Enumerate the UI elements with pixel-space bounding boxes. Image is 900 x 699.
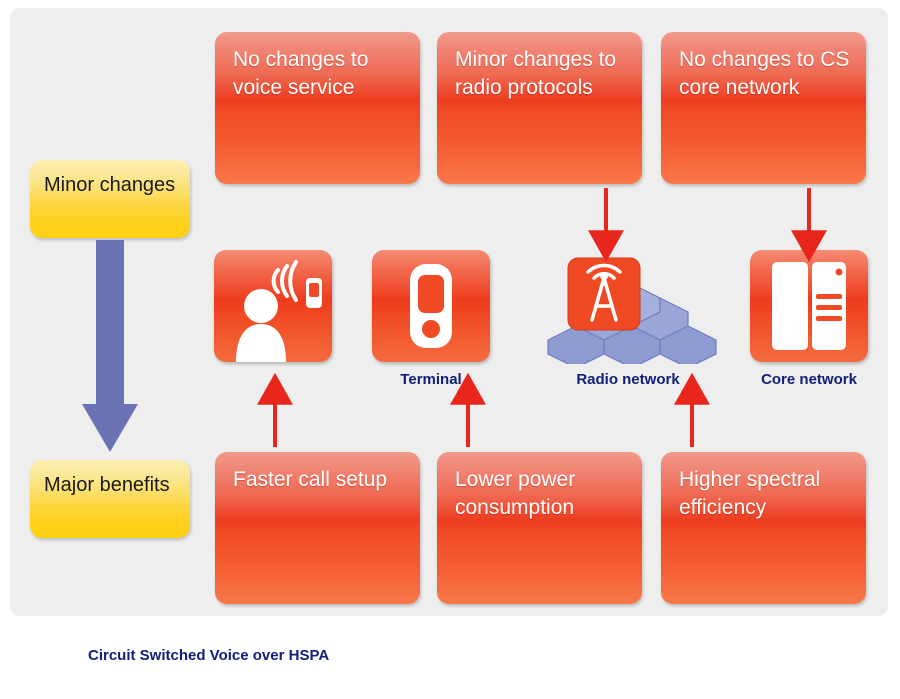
label-minor-changes[interactable] bbox=[30, 160, 190, 238]
caption-core-network: Core network bbox=[761, 371, 857, 388]
label-text: Minor changes bbox=[44, 174, 176, 196]
box-text: No changes to voice service bbox=[233, 48, 369, 100]
box-lower-power-consumption[interactable] bbox=[437, 452, 642, 604]
tile-user[interactable] bbox=[214, 250, 332, 362]
server-icon bbox=[750, 250, 868, 362]
tile-core-network[interactable] bbox=[750, 250, 868, 362]
caption-terminal: Terminal bbox=[400, 371, 462, 388]
box-minor-changes-radio-protocols[interactable] bbox=[437, 32, 642, 184]
box-text: Minor changes to radio protocols bbox=[455, 48, 617, 100]
tile-radio-network-group[interactable] bbox=[528, 252, 728, 364]
tile-terminal[interactable] bbox=[372, 250, 490, 362]
caption-radio-network: Radio network bbox=[576, 371, 680, 388]
label-major-benefits[interactable] bbox=[30, 460, 190, 538]
box-text: Lower power consumption bbox=[455, 468, 576, 520]
footer-caption: Circuit Switched Voice over HSPA bbox=[88, 647, 330, 664]
user-icon bbox=[214, 250, 332, 362]
box-text: Faster call setup bbox=[233, 468, 388, 491]
radio-network-icon bbox=[528, 252, 728, 364]
box-faster-call-setup[interactable] bbox=[215, 452, 420, 604]
box-higher-spectral-efficiency[interactable] bbox=[661, 452, 866, 604]
box-no-changes-cs-core-network[interactable] bbox=[661, 32, 866, 184]
box-no-changes-voice-service[interactable] bbox=[215, 32, 420, 184]
label-text: Major benefits bbox=[44, 474, 170, 496]
box-text: Higher spectral efficiency bbox=[679, 468, 821, 520]
phone-icon bbox=[372, 250, 490, 362]
box-text: No changes to CS core network bbox=[679, 48, 850, 100]
